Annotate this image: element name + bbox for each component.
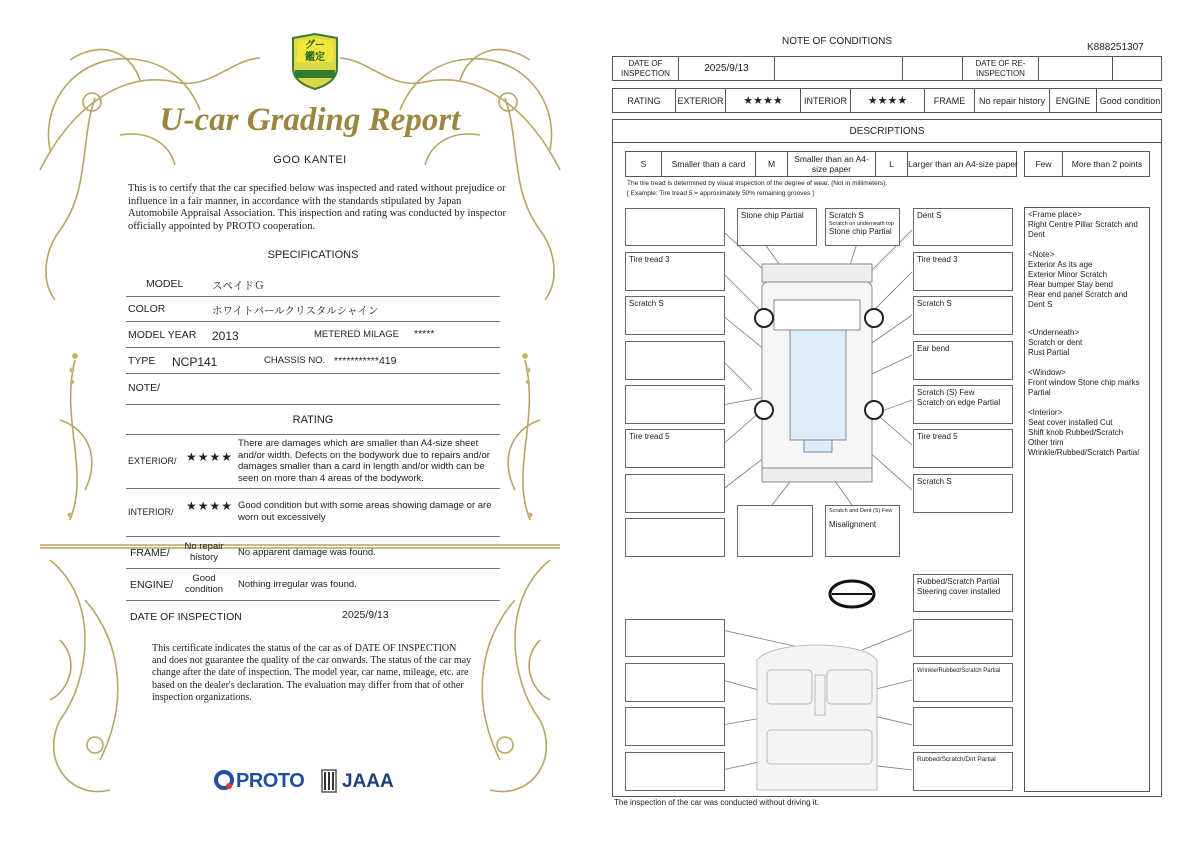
certificate-intro: This is to certify that the car specified below was inspected and rated without prejudice or influence in a fair manner, in accordance with the standards stipulated by Japan Automobile Appraisal Association. This inspection and rating was conducted by inspector officially appointed by PROTO cooperation. [128,183,507,232]
notes-note-head: <Note> [1028,250,1055,259]
notes-interior [1028,408,1146,458]
legend-few-desc: More than 2 points [1071,159,1143,169]
legend-m-desc: Smaller than an A4-size paper [788,152,876,176]
legend-l-desc: Larger than an A4-size paper [908,159,1018,169]
interior-stars: ★★★★ [186,499,234,513]
date-label: DATE OF INSPECTION [130,611,242,623]
sheet-interior-stars: ★★★★ [851,89,925,112]
sheet-engine-value: Good condition [1099,95,1161,106]
tire-note-1: The tire tread is determined by visual inspection of the degree of wear. (Not in millimeters). [627,180,888,187]
condition-box-bottom-3 [825,505,900,557]
top-2-text: Stone chip Partial [741,211,804,220]
sheet-engine-label: ENGINE [1050,89,1097,112]
type-value: NCP141 [172,355,218,369]
frame-value: No repair history [184,541,224,563]
goo-logo-text: グー 鑑定 [305,40,325,63]
right-ear-text: Ear bend [917,344,950,353]
sheet-frame-value: No repair history [975,89,1050,112]
sheet-exterior-stars: ★★★★ [726,89,801,112]
model-label: MODEL [146,278,184,290]
sheet-title: NOTE OF CONDITIONS [782,36,892,47]
size-legend [625,151,1017,177]
condition-box-left-4 [625,341,725,380]
certificate-subtitle: GOO KANTEI [273,154,347,166]
jaaa-logo-text: JAAA [342,771,394,792]
interior-box-right-4 [913,752,1013,791]
right-scratch-few-text: Scratch (S) Few [917,388,975,397]
right-tire-rear-text: Tire tread 5 [917,432,958,441]
reinspection-value [1039,57,1113,80]
date-value: 2025/9/13 [342,609,389,621]
notes-interior-body: Seat cover installed Cut Shift knob Rubbed/Scratch Other trim Wrinkle/Rubbed/Scratch Partial [1028,418,1140,457]
condition-box-top-3 [825,208,900,246]
notes-underneath [1028,328,1146,358]
right-scratch-text: Scratch S [917,299,952,308]
steering-2-text: Steering cover installed [917,587,1001,596]
interior-description: Good condition but with some areas showing damage or are worn out excessively [238,500,492,523]
condition-box-left-5 [625,385,725,424]
top-3-extra-text: Stone chip Partial [829,227,892,236]
certificate-footer: This certificate indicates the status of the car as of DATE OF INSPECTION and does not guarantee the quality of the car onwards. The status of the car may change after the date of inspection. The model year, car name, mileage, etc. are based on the dealer's declaration. The evaluation may differ from that of other inspection organizations. [152,643,472,703]
legend-s-desc: Smaller than a card [662,152,756,176]
legend-s: S [626,152,662,176]
rating-row-engine [126,569,500,601]
notes-note [1028,250,1146,310]
right-tire-front-text: Tire tread 3 [917,255,958,264]
bottom-3-main-text: Misalignment [829,520,877,529]
milage-value: ***** [414,328,435,340]
condition-box-right-tire-rear [913,429,1013,468]
chassis-label: CHASSIS NO. [264,355,326,366]
reinspection-label: DATE OF RE-INSPECTION [963,57,1039,80]
engine-label: ENGINE/ [130,579,174,591]
condition-box-top-4 [913,208,1013,246]
interior-box-left-1 [625,619,725,657]
jaaa-mark-icon [318,768,340,794]
frame-description: No apparent damage was found. [238,547,376,558]
condition-box-left-tire-rear [625,429,725,468]
sheet-footer: The inspection of the car was conducted without driving it. [614,798,819,807]
report-id: K888251307 [1087,42,1144,53]
goo-kantei-logo [289,32,341,90]
model-year-value: 2013 [212,329,239,343]
notes-note-body: Exterior As its age Exterior Minor Scratch Rear bumper Stay bend Rear end panel Scratch and Dent S [1028,260,1128,309]
exterior-description: There are damages which are smaller than A4-size sheet and/or width. Defects on the bodywork due to repairs and/or damages smaller than a card in length and/or width can be seen on more than 4 areas of the bodywork. [238,438,490,484]
date-blank-1 [775,57,903,80]
steering-wheel-icon [830,581,874,607]
condition-box-right-scratch-few [913,385,1013,424]
notes-under-head: <Underneath> [1028,328,1080,337]
interior-rubbed-text: Rubbed/Scratch/Dirt Partial [917,756,996,763]
rating-row-exterior [126,434,500,489]
condition-box-right-scratch [913,296,1013,335]
top-3-main-text: Scratch S [829,211,864,220]
engine-value: Good condition [184,573,224,595]
date-blank-3 [1113,57,1163,80]
inspection-date-row [612,56,1162,81]
notes-window-head: <Window> [1028,368,1066,377]
model-year-label: MODEL YEAR [128,329,197,341]
condition-box-right-scratch-rear [913,474,1013,513]
interior-box-left-2 [625,663,725,702]
interior-box-left-3 [625,707,725,746]
notes-frame-head: <Frame place> [1028,210,1082,219]
spec-row-type [126,348,500,374]
rating-row-interior [126,489,500,537]
rating-heading: RATING [292,414,334,426]
interior-box-right-2 [913,663,1013,702]
top-4-text: Dent S [917,211,942,220]
condition-box-right-ear [913,341,1013,380]
notes-frame-body: Right Centre Pillar Scratch and Dent [1028,220,1138,239]
date-of-inspection-value: 2025/9/13 [679,57,775,80]
steering-1-text: Rubbed/Scratch Partial [917,577,1000,586]
notes-frame [1028,210,1146,240]
notes-window-body: Front window Stone chip marks Partial [1028,378,1140,397]
proto-logo-text: PROTO [236,770,305,792]
left-scratch-text: Scratch S [629,299,664,308]
interior-box-right-3 [913,707,1013,746]
type-label: TYPE [128,355,156,367]
exterior-stars: ★★★★ [186,450,234,464]
rating-row [612,88,1162,113]
spec-row-model-year [126,322,500,348]
left-tire-rear-text: Tire tread 5 [629,432,670,441]
descriptions-heading: DESCRIPTIONS [849,126,925,137]
proto-mark-icon [214,770,234,792]
right-scratch-edge-text: Scratch on edge Partial [917,398,1001,407]
bottom-3-small-text: Scratch and Dent (S) Few [829,508,893,514]
condition-box-bottom-2 [737,505,813,557]
legend-few: Few [1025,152,1063,176]
milage-label: METERED MILAGE [314,329,399,340]
sheet-frame-label: FRAME [925,89,975,112]
notes-under-body: Scratch or dent Rust Partial [1028,338,1083,357]
condition-box-left-scratch [625,296,725,335]
spec-row-model [126,271,500,297]
spec-row-note [126,374,500,405]
condition-box-left-8 [625,518,725,557]
notes-interior-head: <Interior> [1028,408,1063,417]
interior-label: INTERIOR/ [128,507,174,517]
model-value: スペイドＧ [212,280,265,292]
condition-box-left-7 [625,474,725,513]
chassis-value: ***********419 [334,355,397,367]
condition-box-left-tire-front [625,252,725,291]
interior-box-left-4 [625,752,725,791]
notes-window [1028,368,1146,398]
sheet-interior-label: INTERIOR [801,89,851,112]
rating-label: RATING [613,89,676,112]
top-3-small-text: Scratch on underneath top [829,221,894,227]
engine-description: Nothing irregular was found. [238,579,357,590]
sheet-exterior-label: EXTERIOR [676,89,726,112]
interior-box-right-1 [913,619,1013,657]
right-scratch-rear-text: Scratch S [917,477,952,486]
certificate-title: U-car Grading Report [159,102,461,138]
rating-row-frame [126,537,500,569]
date-blank-2 [903,57,963,80]
date-row [126,602,500,628]
legend-l: L [876,152,908,176]
frame-label: FRAME/ [130,547,170,559]
condition-box-right-tire-front [913,252,1013,291]
condition-box-top-1 [625,208,725,246]
few-legend [1024,151,1150,177]
note-label: NOTE/ [128,382,161,394]
date-of-inspection-label: DATE OF INSPECTION [613,57,679,80]
specifications-heading: SPECIFICATIONS [267,249,359,261]
interior-wrinkle-text: Wrinkle/Rubbed/Scratch Partial [917,668,1001,674]
exterior-label: EXTERIOR/ [128,456,177,466]
color-label: COLOR [128,303,166,315]
left-tire-front-text: Tire tread 3 [629,255,670,264]
condition-box-top-2 [737,208,817,246]
spec-row-color [126,297,500,322]
condition-box-steering [913,574,1013,612]
condition-notes [1024,207,1150,792]
tire-note-2: [ Example: Tire tread 5 = approximately 50% remaining grooves ] [627,190,814,197]
legend-m: M [756,152,788,176]
color-value: ホワイトパールクリスタルシャイン [212,305,379,317]
